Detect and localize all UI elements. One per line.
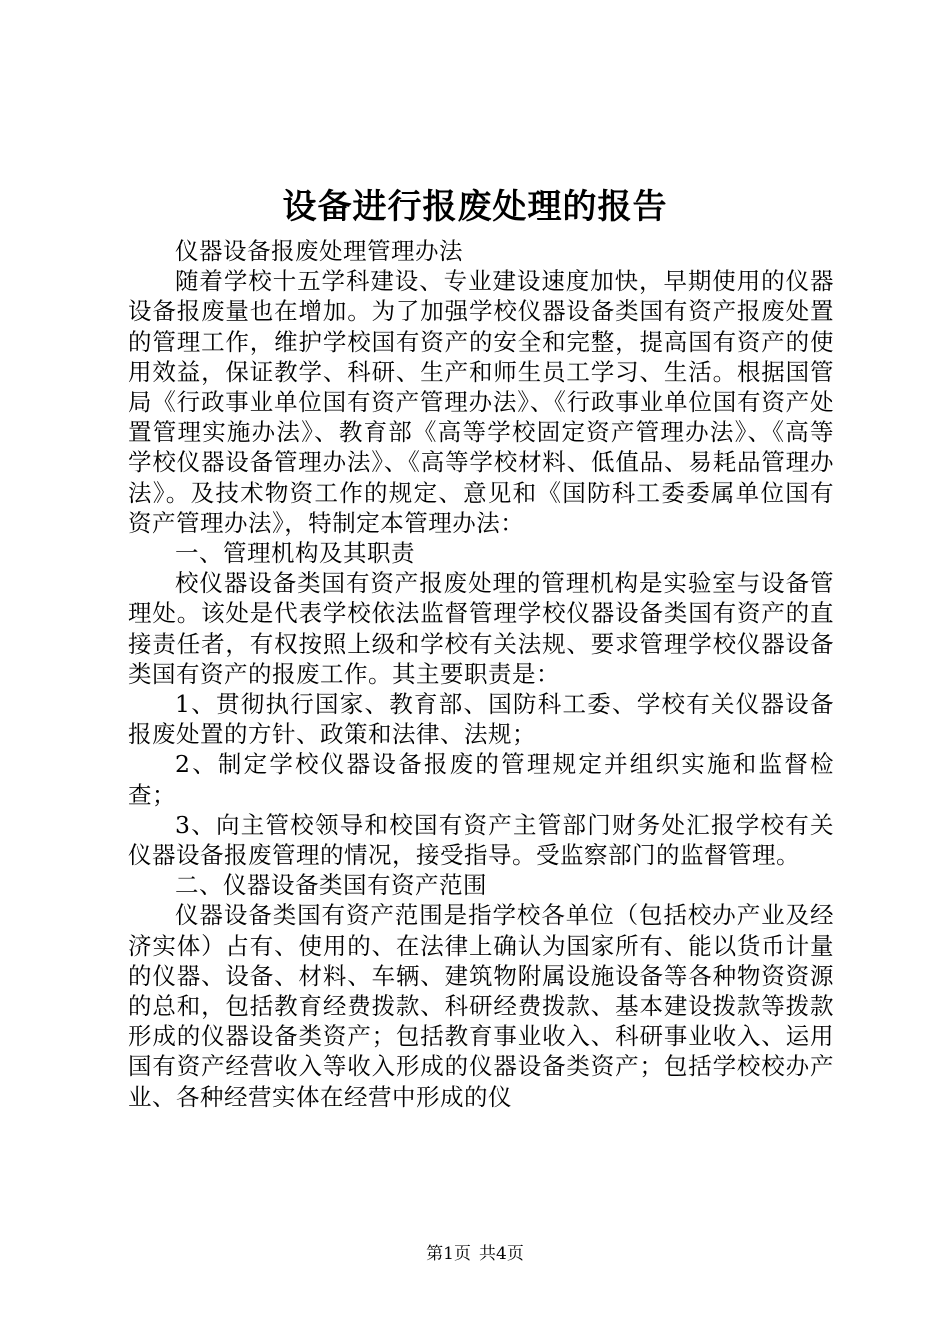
paragraph-intro: 随着学校十五学科建设、专业建设速度加快，早期使用的仪器设备报废量也在增加。为了加强学校仪器设备类国有资产报废处置的管理工作，维护学校国有资产的安全和完整，提高国有资产的使用效益，保证教学、科研、生产和师生员工学习、生活。根据国管局《行政事业单位国有资产管理办法》、《行政事业单位国有资产处置管理实施办法》、教育部《高等学校固定资产管理办法》、《高等学校仪器设备管理办法》、《高等学校材料、低值品、易耗品管理办法》。及技术物资工作的规定、意见和《国防科工委委属单位国有资产管理办法》，特制定本管理办法： xyxy=(128,267,834,537)
page-total: 共4页 xyxy=(479,1244,524,1264)
paragraph-section-1: 校仪器设备类国有资产报废处理的管理机构是实验室与设备管理处。该处是代表学校依法监督管理学校仪器设备类国有资产的直接责任者，有权按照上级和学校有关法规、要求管理学校仪器设备类国有资产的报废工作。其主要职责是： xyxy=(128,569,834,688)
document-title: 设备进行报废处理的报告 xyxy=(282,187,668,227)
page-footer xyxy=(0,1242,950,1266)
list-item-1: 1、贯彻执行国家、教育部、国防科工委、学校有关仪器设备报废处置的方针、政策和法律、法规； xyxy=(128,690,834,749)
document-body xyxy=(128,236,834,1112)
page-number: 第1页 xyxy=(426,1244,471,1264)
list-item-3: 3、向主管校领导和校国有资产主管部门财务处汇报学校有关仪器设备报废管理的情况，接受指导。受监察部门的监督管理。 xyxy=(128,810,834,870)
section-heading-1: 一、管理机构及其职责 xyxy=(175,539,415,568)
list-item-2: 2、制定学校仪器设备报废的管理规定并组织实施和监督检查； xyxy=(128,750,834,809)
section-heading-2: 二、仪器设备类国有资产范围 xyxy=(175,871,487,900)
paragraph-section-2: 仪器设备类国有资产范围是指学校各单位（包括校办产业及经济实体）占有、使用的、在法律上确认为国家所有、能以货币计量的仪器、设备、材料、车辆、建筑物附属设施设备等各种物资资源的总和，包括教育经费拨款、科研经费拨款、基本建设拨款等拨款形成的仪器设备类资产；包括教育事业收入、科研事业收入、运用国有资产经营收入等收入形成的仪器设备类资产；包括学校校办产业、各种经营实体在经营中形成的仪 xyxy=(128,901,834,1111)
paragraph-subtitle: 仪器设备报废处理管理办法 xyxy=(175,237,463,265)
